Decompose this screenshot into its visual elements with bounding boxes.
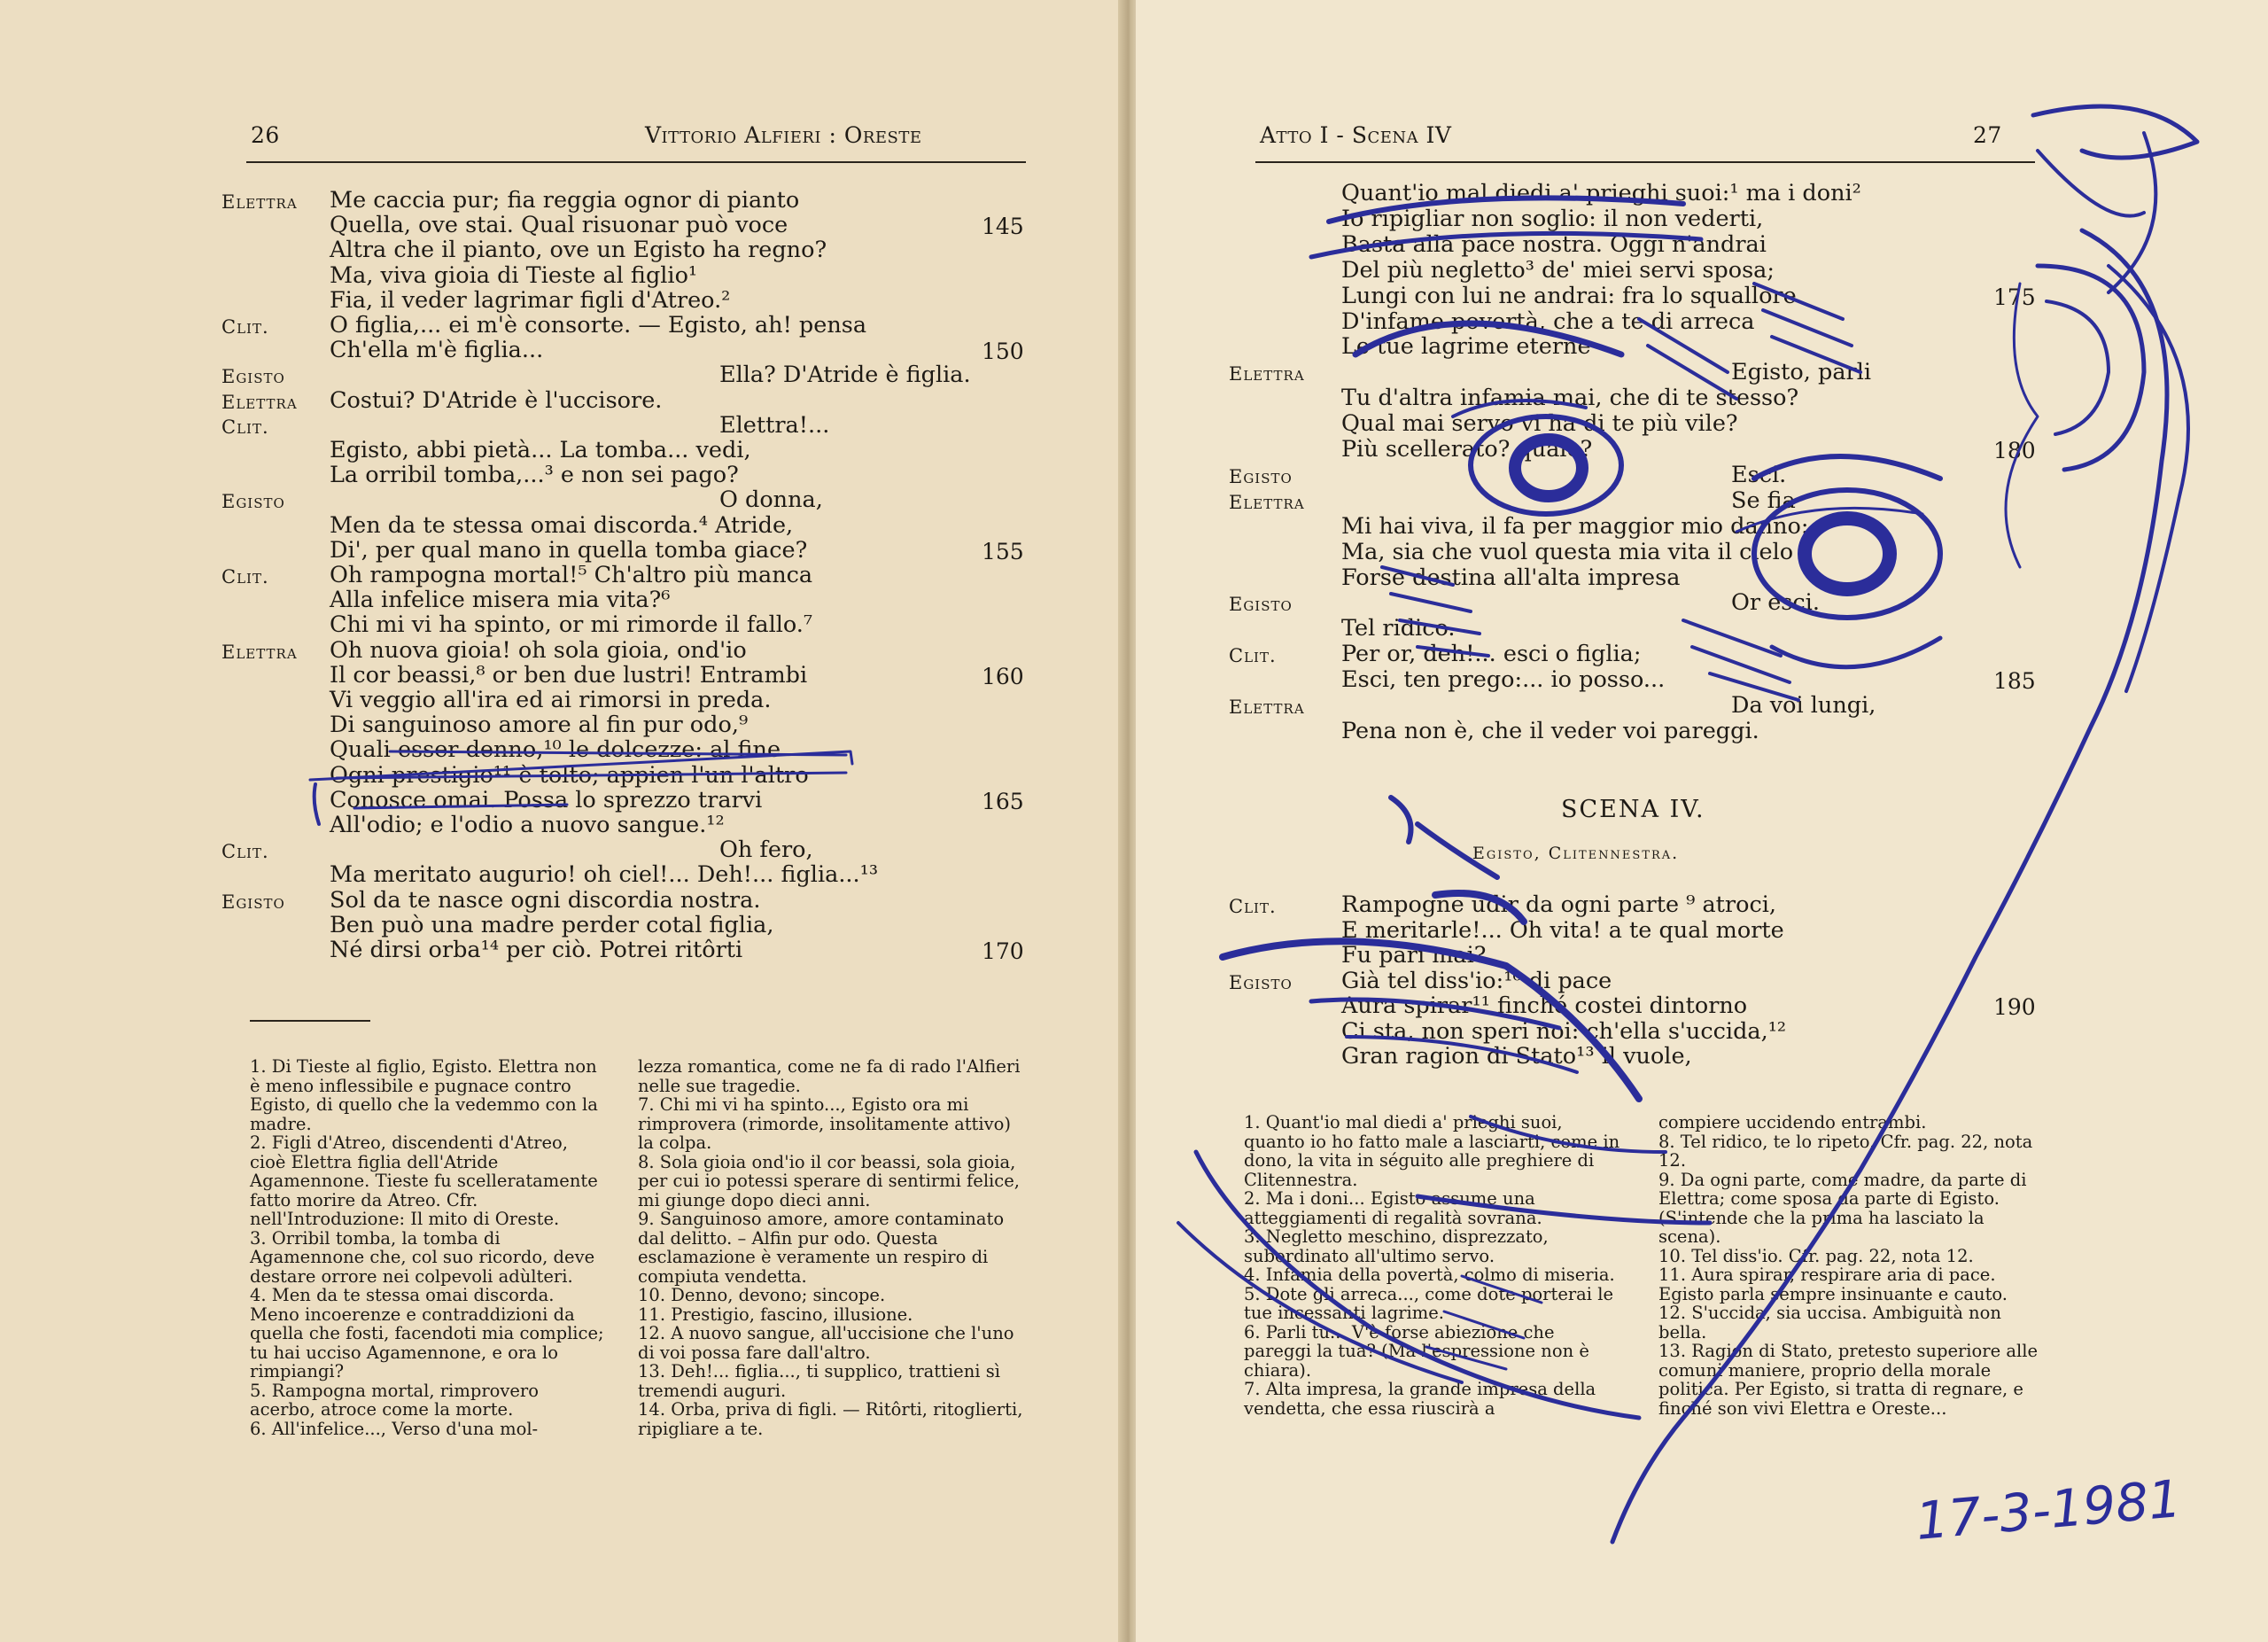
- verse-line: Esci.: [1731, 461, 1787, 488]
- verse-line: Lungi con lui ne andrai: fra lo squallore: [1341, 282, 1797, 309]
- verse-line: Men da te stessa omai discorda.⁴ Atride,: [330, 511, 794, 539]
- speaker-label: Elettra: [1229, 696, 1305, 718]
- footnote: 1. Di Tieste al figlio, Egisto. Elettra non è meno inflessibile e pugnace contro Egisto, di quello che la vedemmo con la madre.: [250, 1056, 598, 1134]
- footnote: compiere uccidendo entrambi.: [1658, 1112, 1927, 1132]
- verse-line: Né dirsi orba¹⁴ per ciò. Potrei ritôrti: [330, 937, 743, 963]
- verse-line: Quali esser denno,¹⁰ le dolcezze: al fine: [330, 736, 781, 764]
- speaker-label: Elettra: [1229, 363, 1305, 385]
- verse-line: Gran ragion di Stato¹³ il vuole,: [1341, 1043, 1692, 1070]
- verse-line: Basta alla pace nostra. Oggi n'andrai: [1341, 230, 1767, 258]
- verse-line: Ogni prestigio¹¹ è tolto; appien l'un l'altro: [330, 761, 809, 789]
- footnote: 8. Sola gioia ond'io il cor beassi, sola gioia, per cui io potessi sperare di sentirmi felice, mi giunge dopo dieci anni.: [638, 1151, 1020, 1210]
- verse-line: Per or, deh!... esci o figlia;: [1341, 641, 1642, 668]
- verse-line: Mi hai viva, il fa per maggior mio danno:: [1341, 512, 1809, 540]
- line-number: 165: [982, 788, 1024, 814]
- verse-line: Or esci.: [1731, 589, 1820, 617]
- left-footnotes-col2: [638, 1057, 1028, 1438]
- footnote: 2. Figli d'Atreo, discendenti d'Atreo, cioè Elettra figlia dell'Atride Agamennone. Tieste fu scelleratamente fatto morire da Atreo. Cfr. nell'Introduzione: Il mito di Oreste.: [250, 1132, 598, 1229]
- verse-line: Ma meritato augurio! oh ciel!... Deh!... figlia...¹³: [330, 861, 879, 889]
- verse-line: Già tel diss'io:¹⁰ di pace: [1341, 967, 1612, 994]
- verse-line: Altra che il pianto, ove un Egisto ha regno?: [330, 237, 827, 264]
- verse-line: All'odio; e l'odio a nuovo sangue.¹²: [330, 812, 725, 838]
- right-page-number: 27: [1973, 122, 2002, 148]
- scene-title: SCENA IV.: [1561, 796, 1705, 823]
- verse-line: Chi mi vi ha spinto, or mi rimorde il fallo.⁷: [330, 611, 813, 639]
- verse-line: Ch'ella m'è figlia...: [330, 337, 544, 364]
- verse-line: Ben può una madre perder cotal figlia,: [330, 911, 774, 938]
- verse-line: Più scellerato? quale?: [1341, 436, 1593, 463]
- verse-line: Se fia: [1731, 486, 1796, 514]
- verse-line: Rampogne udir da ogni parte ⁹ atroci,: [1341, 891, 1776, 918]
- footnote: 12. A nuovo sangue, all'uccisione che l'uno di voi possa fare dall'altro.: [638, 1323, 1014, 1363]
- speaker-label: Elettra: [1229, 491, 1305, 513]
- speaker-label: Clit.: [221, 841, 269, 863]
- footnote: 9. Da ogni parte, come madre, da parte di Elettra; come sposa da parte di Egisto. (S'intende che la prima ha lasciato la scena).: [1658, 1169, 2027, 1247]
- right-running-head: Atto I - Scena IV: [1260, 122, 1452, 148]
- line-number: 175: [1993, 284, 2036, 310]
- right-footnotes-col1: [1244, 1113, 1625, 1418]
- footnote: 3. Negletto meschino, disprezzato, subordinato all'ultimo servo.: [1244, 1226, 1549, 1266]
- verse-line: Fu pari mai?: [1341, 942, 1487, 969]
- left-running-head: Vittorio Alfieri : Oreste: [645, 122, 922, 148]
- footnote: 10. Denno, devono; sincope.: [638, 1285, 886, 1305]
- verse-line: Alla infelice misera mia vita?⁶: [330, 587, 671, 614]
- verse-line: La orribil tomba,...³ e non sei pago?: [330, 462, 739, 489]
- scene-cast: Egisto, Clitennestra.: [1472, 844, 1680, 863]
- footnote: 12. S'uccida, sia uccisa. Ambiguità non bella.: [1658, 1303, 2001, 1342]
- footnote: 7. Chi mi vi ha spinto..., Egisto ora mi rimprovera (rimorde, insolitamente attivo) la colpa.: [638, 1094, 1011, 1153]
- left-page: [0, 0, 1123, 1642]
- verse-line: Oh nuova gioia! oh sola gioia, ond'io: [330, 636, 747, 664]
- verse-line: Costui? D'Atride è l'uccisore.: [330, 386, 663, 414]
- line-number: 160: [982, 663, 1024, 689]
- line-number: 180: [1993, 438, 2036, 463]
- footnote: 11. Aura spirar, respirare aria di pace. Egisto parla sempre insinuante e cauto.: [1658, 1265, 2008, 1304]
- speaker-label: Clit.: [221, 416, 269, 438]
- speaker-label: Egisto: [1229, 465, 1293, 487]
- verse-line: Tel ridico.: [1341, 615, 1456, 642]
- speaker-label: Clit.: [1229, 645, 1277, 667]
- footnote: 4. Infamia della povertà, colmo di miseria.: [1244, 1265, 1615, 1285]
- speaker-label: Egisto: [1229, 594, 1293, 616]
- verse-line: Io ripigliar non soglio: il non vederti,: [1341, 205, 1764, 232]
- footnote: lezza romantica, come ne fa di rado l'Alfieri nelle sue tragedie.: [638, 1056, 1021, 1096]
- speaker-label: Elettra: [221, 641, 298, 663]
- speaker-label: Egisto: [221, 891, 285, 913]
- line-number: 170: [982, 938, 1024, 964]
- verse-line: Conosce omai. Possa lo sprezzo trarvi: [330, 786, 763, 813]
- left-notes-rule: [250, 1020, 370, 1022]
- verse-line: Il cor beassi,⁸ or ben due lustri! Entrambi: [330, 661, 808, 689]
- right-page: [1136, 0, 2268, 1642]
- line-number: 150: [982, 339, 1024, 365]
- verse-line: Egisto, parli: [1731, 359, 1872, 386]
- verse-line: Forse destina all'alta impresa: [1341, 564, 1681, 591]
- verse-line: Oh rampogna mortal!⁵ Ch'altro più manca: [330, 562, 813, 588]
- verse-line: Elettra!...: [719, 411, 830, 439]
- footnote: 5. Rampogna mortal, rimprovero acerbo, atroce come la morte.: [250, 1380, 539, 1420]
- verse-line: Tu d'altra infamia mai, che di te stesso?: [1341, 385, 1799, 412]
- footnote: 11. Prestigio, fascino, illusione.: [638, 1303, 913, 1325]
- footnote: 9. Sanguinoso amore, amore contaminato dal delitto. – Alfin pur odo. Questa esclamazione è veramente un respiro di compiuta vendetta.: [638, 1209, 1005, 1287]
- footnote: 4. Men da te stessa omai discorda. Meno incoerenze e contraddizioni da quella che fosti, facendoti mia complice; tu hai ucciso Agamennone, e ora lo rimpiangi?: [250, 1285, 604, 1381]
- verse-line: Aura spirar¹¹ finché costei dintorno: [1341, 992, 1748, 1019]
- verse-line: Ella? D'Atride è figlia.: [719, 362, 971, 389]
- line-number: 185: [1993, 668, 2036, 695]
- verse-line: Di', per qual mano in quella tomba giace?: [330, 536, 808, 564]
- footnote: 7. Alta impresa, la grande impresa della vendetta, che essa riuscirà a: [1244, 1379, 1596, 1419]
- verse-line: Ci sta, non speri noi: ch'ella s'uccida,¹²: [1341, 1017, 1787, 1045]
- verse-line: Quant'io mal diedi a' prieghi suoi:¹ ma i doni²: [1341, 180, 1861, 206]
- line-number: 145: [982, 214, 1024, 240]
- left-page-number: 26: [251, 122, 280, 148]
- footnote: 10. Tel diss'io. Cfr. pag. 22, nota 12.: [1658, 1245, 1974, 1266]
- speaker-label: Clit.: [221, 316, 269, 338]
- footnote: 13. Ragion di Stato, pretesto superiore alle comuni maniere, proprio della morale politica. Per Egisto, si tratta di regnare, e finché son vivi Elettra e Oreste...: [1658, 1341, 2038, 1419]
- verse-line: Oh fero,: [719, 837, 813, 864]
- verse-line: Qual mai servo vi ha di te più vile?: [1341, 410, 1738, 438]
- footnote: 6. All'infelice..., Verso d'una mol-: [250, 1418, 539, 1439]
- footnote: 1. Quant'io mal diedi a' prieghi suoi, quanto io ho fatto male a lasciarti, come in dono, la vita in séguito alle preghiere di Clitennestra.: [1244, 1112, 1620, 1190]
- footnote: 8. Tel ridico, te lo ripeto. Cfr. pag. 22, nota 12.: [1658, 1131, 2033, 1171]
- footnote: 2. Ma i doni... Egisto assume una atteggiamenti di regalità sovrana.: [1244, 1188, 1542, 1228]
- verse-line: Fia, il veder lagrimar figli d'Atreo.²: [330, 286, 731, 314]
- verse-line: Da voi lungi,: [1731, 692, 1876, 719]
- verse-line: Quella, ove stai. Qual risuonar può voce: [330, 212, 788, 239]
- verse-line: D'infame povertà, che a te di arreca: [1341, 307, 1755, 335]
- speaker-label: Egisto: [221, 366, 285, 388]
- right-footnotes-col2: [1658, 1113, 2039, 1418]
- right-header-rule: [1255, 161, 2035, 163]
- speaker-label: Elettra: [221, 391, 298, 413]
- speaker-label: Clit.: [1229, 896, 1277, 917]
- verse-line: E meritarle!... Oh vita! a te qual morte: [1341, 916, 1784, 944]
- verse-line: Del più negletto³ de' miei servi sposa;: [1341, 256, 1775, 284]
- speaker-label: Clit.: [221, 566, 269, 588]
- handwritten-date: 17-3-1981: [1913, 1468, 2184, 1552]
- verse-line: Esci, ten prego:... io posso...: [1341, 666, 1666, 694]
- footnote: 13. Deh!... figlia..., ti supplico, trattieni sì tremendi auguri.: [638, 1361, 1000, 1401]
- verse-line: Di sanguinoso amore al fin pur odo,⁹: [330, 712, 749, 739]
- footnote: 6. Parli tu... V'è forse abiezione che pareggi la tua? (Ma l'espressione non è chiara).: [1244, 1321, 1589, 1381]
- verse-line: Le tue lagrime eterne: [1341, 333, 1591, 361]
- left-footnotes-col1: [250, 1057, 604, 1438]
- footnote: 3. Orribil tomba, la tomba di Agamennone che, col suo ricordo, deve destare orrore nei colpevoli adùlteri.: [250, 1227, 595, 1287]
- verse-line: O figlia,... ei m'è consorte. — Egisto, ah! pensa: [330, 312, 867, 339]
- speaker-label: Elettra: [221, 191, 298, 213]
- verse-line: Ma, sia che vuol questa mia vita il cielo: [1341, 538, 1794, 565]
- verse-line: Me caccia pur; fia reggia ognor di pianto: [330, 187, 800, 214]
- left-header-rule: [246, 161, 1026, 163]
- line-number: 190: [1993, 994, 2036, 1020]
- verse-line: Pena non è, che il veder voi pareggi.: [1341, 717, 1759, 744]
- verse-line: Egisto, abbi pietà... La tomba... vedi,: [330, 437, 751, 463]
- verse-line: Vi veggio all'ira ed ai rimorsi in preda.: [330, 687, 772, 713]
- verse-line: Sol da te nasce ogni discordia nostra.: [330, 886, 761, 914]
- speaker-label: Egisto: [221, 491, 285, 513]
- speaker-label: Egisto: [1229, 971, 1293, 993]
- line-number: 155: [982, 538, 1024, 564]
- footnote: 5. Dote gli arreca..., come dote porterai le tue incessanti lagrime.: [1244, 1283, 1614, 1323]
- footnote: 14. Orba, priva di figli. — Ritôrti, ritoglierti, ripigliare a te.: [638, 1399, 1023, 1439]
- verse-line: O donna,: [719, 486, 823, 514]
- verse-line: Ma, viva gioia di Tieste al figlio¹: [330, 261, 698, 289]
